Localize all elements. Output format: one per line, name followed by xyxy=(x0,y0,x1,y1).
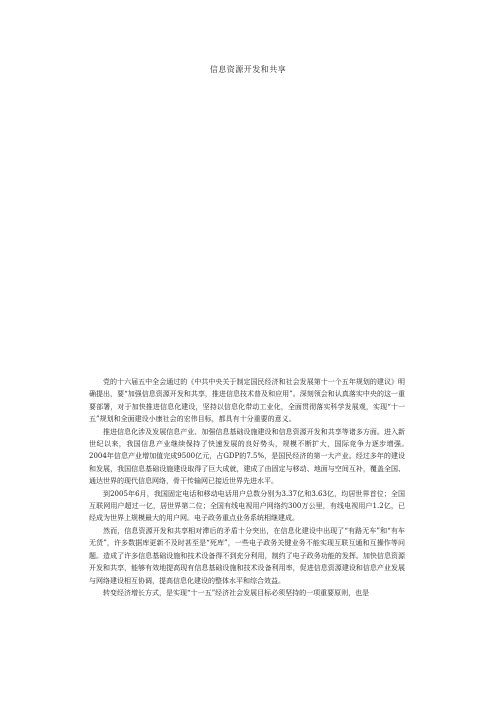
paragraph: 然而，信息资源开发和共享相对滞后的矛盾十分突出，在信息化建设中出现了“有路无车”和“有车无货”，许多数据库更新不及时甚至是“死库”，一些电子政务关键业务不能实现互联互通和互操作等问题。造成了许多信息基础设施和技术设备得不到充分利用，制约了电子政务功能的发挥。加快信息资源开发和共享，能够有效地提高现有信息基础设施和技术设备利用率，促进信息资源建设和信息产业发展与网络建设相互协调，提高信息化建设的整体水平和综合效益。 xyxy=(89,526,405,585)
paragraph: 推进信息化涉及发展信息产业、加强信息基础设施建设和信息资源开发和共享等诸多方面。进入新世纪以来，我国信息产业继续保持了快速发展的良好势头，规模不断扩大，国际竞争力逐步增强。 2004年信息产业增加值完成9500亿元，占GDP的7.5%，是国民经济的第一大产业。经过多年的建设和发展，我国信息基础设施建设取得了巨大成就，建成了由固定与移动、地面与空间互补，覆盖全国、通达世界的现代信息网络，骨干传输网已接近世界先进水平。 xyxy=(89,427,419,486)
paragraph: 转变经济增长方式，是实现“十一五”经济社会发展目标必须坚持的一项重要原则，也是 xyxy=(103,588,370,597)
paragraph: 到2005年6月，我国固定电话和移动电话用户总数分别为3.37亿和3.63亿，均居世界首位；全国互联网用户超过一亿，居世界第二位；全国有线电视用户网络约300万公里，有线电视用户1.2亿，已经成为世界上规模最大的用户网。电子政务重点业务系统相继建成。 xyxy=(89,489,405,523)
paragraph: 党的十六届五中全会通过的《中共中央关于制定国民经济和社会发展第十一个五年规划的建议》明确提出，要“加强信息资源开发和共享，推进信息技术普及和应用”。深刻领会和认真落实中央的这一重要部署，对于加快推进信息化建设，坚持以信息化带动工业化，全面贯彻落实科学发展观，实现“十一五”规划和全面建设小康社会的宏伟目标，都具有十分重要的意义。 xyxy=(89,378,405,424)
document-title: 信息资源开发和共享 xyxy=(209,65,287,74)
document-body xyxy=(89,376,419,599)
